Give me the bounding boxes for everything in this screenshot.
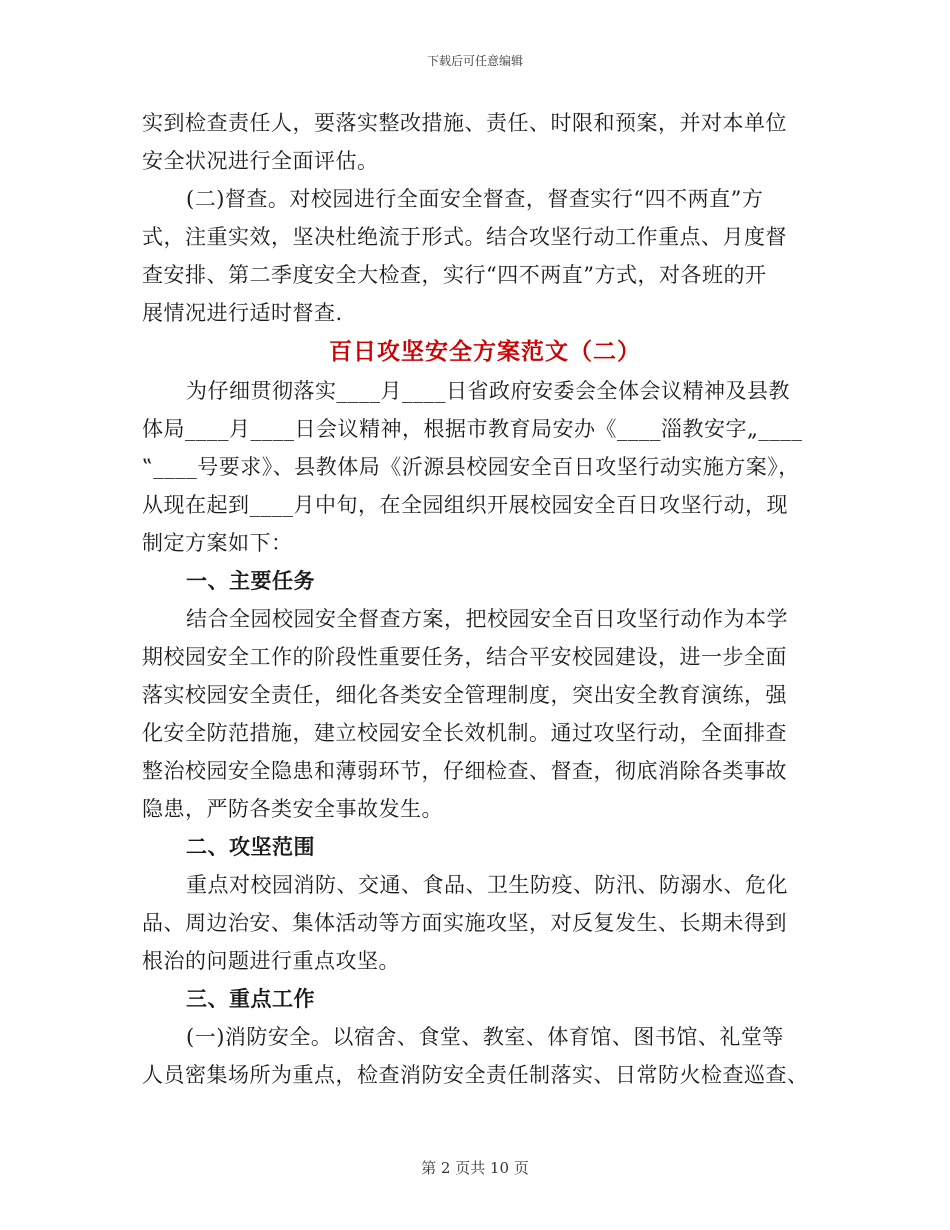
paragraph-line: 展情况进行适时督查. — [142, 301, 343, 325]
paragraph-line: 整治校园安全隐患和薄弱环节，仔细检查、督查，彻底消除各类事故 — [142, 759, 787, 783]
document-body — [142, 104, 808, 1094]
paragraph-line: 隐患，严防各类安全事故发生。 — [142, 797, 443, 821]
paragraph-line: 制定方案如下： — [142, 531, 293, 555]
paragraph-line: 品、周边治安、集体活动等方面实施攻坚，对反复发生、长期未得到 — [142, 911, 787, 935]
paragraph-line: 根治的问题进行重点攻坚。 — [142, 949, 400, 973]
paragraph-line: 实到检查责任人，要落实整改措施、责任、时限和预案，并对本单位 — [142, 111, 787, 135]
paragraph-line: ‟____号要求》、县教体局《沂源县校园安全百日攻坚行动实施方案》， — [142, 455, 800, 479]
paragraph-line: 重点对校园消防、交通、食品、卫生防疫、防汛、防溺水、危化 — [186, 873, 788, 897]
section-title: 百日攻坚安全方案范文（二） — [329, 338, 641, 365]
paragraph-line: 安全状况进行全面评估。 — [142, 149, 379, 173]
heading-scope: 二、攻坚范围 — [186, 834, 315, 859]
paragraph-line: 落实校园安全责任，细化各类安全管理制度，突出安全教育演练，强 — [142, 683, 787, 707]
paragraph-line: 体局____月____日会议精神，根据市教育局安办《____淄教安字„____ — [142, 417, 803, 441]
page-number-footer: 第 2 页共 10 页 — [421, 1159, 529, 1177]
paragraph-line: 结合全园校园安全督查方案，把校园安全百日攻坚行动作为本学 — [186, 607, 788, 631]
paragraph-line: (一)消防安全。以宿舍、食堂、教室、体育馆、图书馆、礼堂等 — [186, 1025, 784, 1049]
paragraph-line: 人员密集场所为重点，检查消防安全责任制落实、日常防火检查巡查、 — [142, 1063, 809, 1087]
paragraph-line: 为仔细贯彻落实____月____日省政府安委会全体会议精神及县教 — [186, 379, 790, 403]
heading-main-tasks: 一、主要任务 — [186, 568, 315, 593]
paragraph-line: 查安排、第二季度安全大检查，实行“四不两直”方式，对各班的开 — [142, 263, 767, 287]
paragraph-line: 期校园安全工作的阶段性重要任务，结合平安校园建设，进一步全面 — [142, 645, 787, 669]
paragraph-line: 化安全防范措施，建立校园安全长效机制。通过攻坚行动，全面排查 — [142, 721, 787, 745]
page-header-note: 下载后可任意编辑 — [426, 54, 523, 68]
paragraph-line: (二)督查。对校园进行全面安全督查，督查实行“四不两直”方 — [186, 187, 764, 211]
paragraph-line: 式，注重实效，坚决杜绝流于形式。结合攻坚行动工作重点、月度督 — [142, 225, 787, 249]
paragraph-line: 从现在起到____月中旬，在全园组织开展校园安全百日攻坚行动，现 — [142, 493, 788, 517]
heading-key-work: 三、重点工作 — [186, 986, 315, 1011]
